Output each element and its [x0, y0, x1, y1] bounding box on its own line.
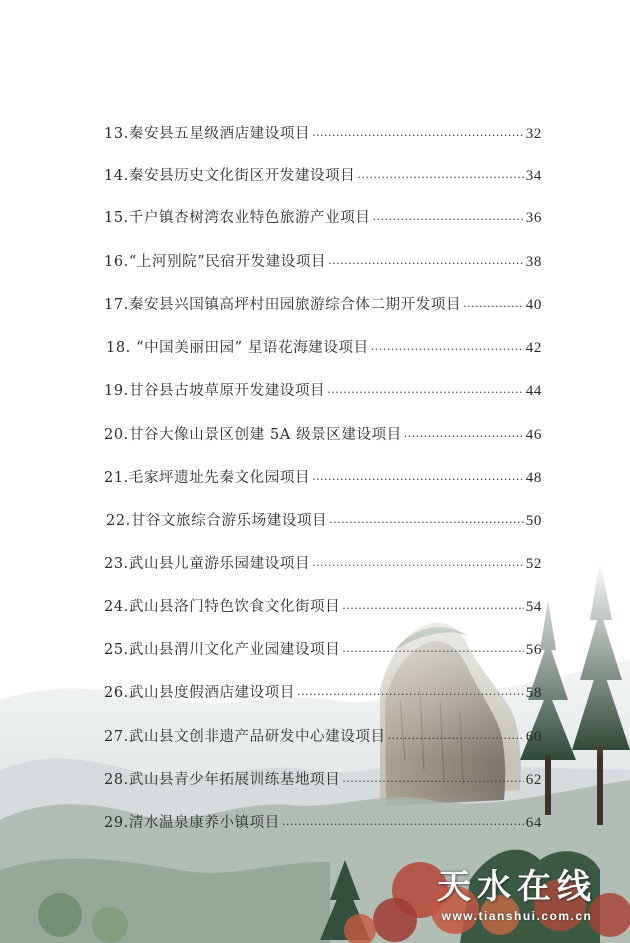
dot-leader: [404, 425, 524, 441]
toc-page-number: 32: [525, 126, 542, 142]
dot-leader: [372, 208, 523, 224]
toc-entry-title: 14.秦安县历史文化街区开发建设项目: [104, 168, 356, 184]
toc-entry-title: 29.清水温泉康养小镇项目: [104, 815, 280, 831]
toc-page-number: 52: [525, 556, 542, 572]
toc-page-number: 48: [525, 470, 542, 486]
toc-page-number: 50: [525, 513, 542, 529]
dot-leader: [342, 597, 524, 613]
toc-page-number: 60: [525, 729, 542, 745]
toc-entry-title: 23.武山县儿童游乐园建设项目: [104, 556, 311, 572]
toc-entry[interactable]: [104, 552, 542, 574]
toc-entry-title: 21.毛家坪遗址先秦文化园项目: [104, 470, 311, 486]
toc-page-number: 64: [525, 815, 542, 831]
toc-entry-title: 18. “中国美丽田园” 星语花海建设项目: [106, 340, 369, 356]
dot-leader: [357, 166, 523, 182]
toc-entry[interactable]: [104, 638, 542, 660]
toc-entry-title: 19.甘谷县古坡草原开发建设项目: [104, 383, 326, 399]
site-watermark: [422, 865, 612, 937]
toc-page-number: 62: [525, 772, 542, 788]
toc-entry[interactable]: [106, 509, 542, 531]
toc-entry-title: 27.武山县文创非遗产品研发中心建设项目: [104, 729, 386, 745]
toc-page-number: 38: [525, 254, 542, 270]
dot-leader: [342, 640, 524, 656]
dot-leader: [312, 124, 524, 140]
dot-leader: [327, 381, 524, 397]
toc-entry[interactable]: [104, 466, 542, 488]
toc-entry[interactable]: [104, 250, 542, 272]
toc-entry-title: 26.武山县度假酒店建设项目: [104, 685, 295, 701]
toc-entry-title: 25.武山县渭川文化产业园建设项目: [104, 642, 341, 658]
dot-leader: [312, 468, 524, 484]
toc-page-number: 56: [525, 642, 542, 658]
toc-entry-title: 17.秦安县兴国镇高坪村田园旅游综合体二期开发项目: [104, 297, 462, 313]
watermark-logo-text: 天水在线: [437, 867, 597, 907]
toc-page-number: 36: [525, 210, 542, 226]
toc-entry-title: 16.“上河别院”民宿开发建设项目: [104, 254, 327, 270]
toc-entry[interactable]: [104, 122, 542, 144]
toc-entry[interactable]: [104, 423, 542, 445]
dot-leader: [463, 295, 524, 311]
toc-entry[interactable]: [104, 293, 542, 315]
toc-entry-title: 20.甘谷大像山景区创建 5A 级景区建设项目: [104, 427, 402, 443]
toc-entry-title: 13.秦安县五星级酒店建设项目: [104, 126, 311, 142]
toc-entry[interactable]: [104, 379, 542, 401]
toc-page-number: 34: [525, 168, 542, 184]
toc-entry-title: 24.武山县洛门特色饮食文化街项目: [104, 599, 341, 615]
dot-leader: [371, 338, 524, 354]
toc-entry[interactable]: [104, 595, 542, 617]
toc-entry[interactable]: [104, 811, 542, 833]
dot-leader: [329, 511, 524, 527]
toc-entry[interactable]: [104, 206, 542, 228]
dot-leader: [342, 770, 524, 786]
toc-entry[interactable]: [106, 336, 542, 358]
toc-page-number: 54: [525, 599, 542, 615]
toc-page-number: 40: [525, 297, 542, 313]
dot-leader: [282, 813, 524, 829]
toc-entry[interactable]: [104, 681, 542, 703]
toc-page-number: 46: [525, 427, 542, 443]
toc-page-number: 58: [525, 685, 542, 701]
toc-page-number: 42: [525, 340, 542, 356]
watermark-url: www.tianshui.com.cn: [441, 909, 593, 923]
toc-entry[interactable]: [104, 768, 542, 790]
dot-leader: [312, 554, 524, 570]
toc-entry-title: 28.武山县青少年拓展训练基地项目: [104, 772, 341, 788]
toc-entry[interactable]: [104, 725, 542, 747]
toc-page-number: 44: [525, 383, 542, 399]
toc-entry-title: 22.甘谷文旅综合游乐场建设项目: [106, 513, 328, 529]
dot-leader: [297, 683, 524, 699]
toc-entry-title: 15.千户镇杏树湾农业特色旅游产业项目: [104, 210, 371, 226]
toc-entry[interactable]: [104, 164, 542, 186]
dot-leader: [388, 727, 524, 743]
dot-leader: [328, 252, 524, 268]
